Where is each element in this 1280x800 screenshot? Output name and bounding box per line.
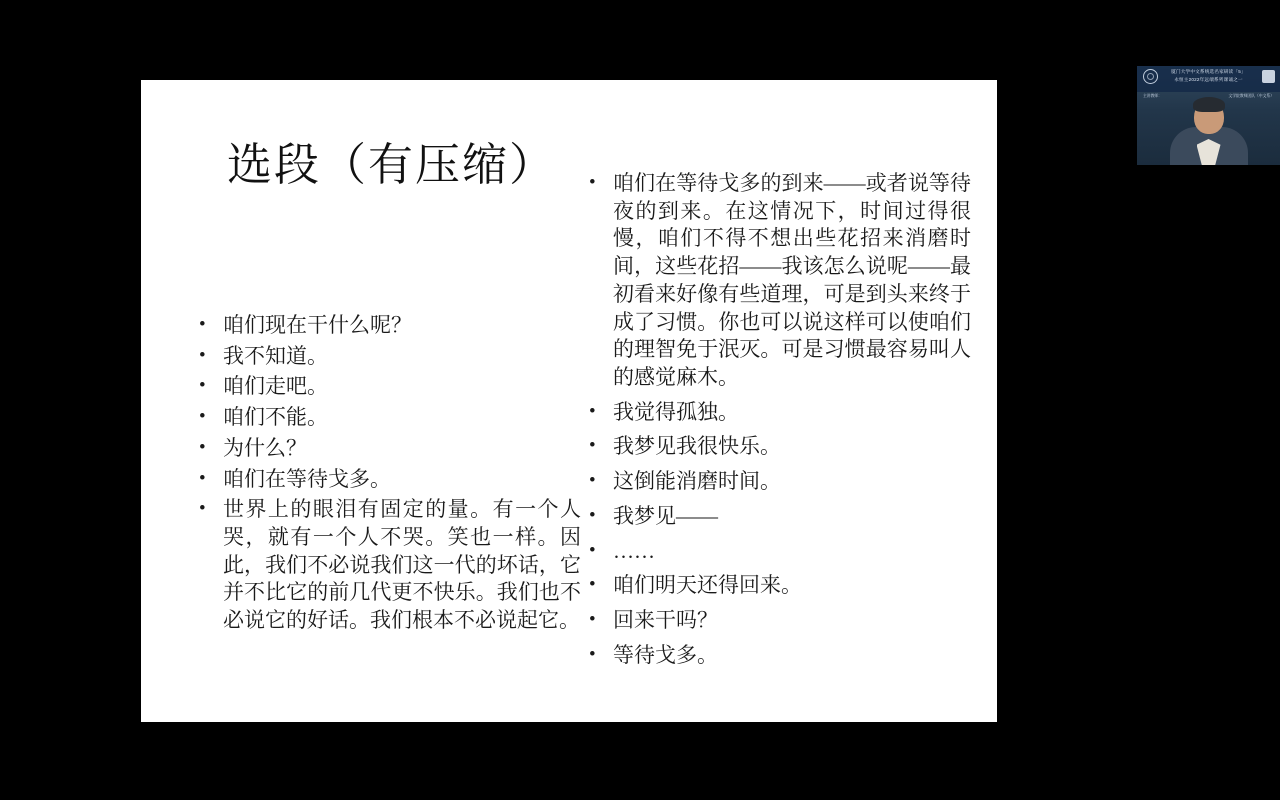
list-item: • 咱们明天还得回来。 xyxy=(571,572,971,600)
slide-left-column xyxy=(181,312,581,638)
video-banner-line-2: 永恒主2022年远端系列课诵之一 xyxy=(1174,76,1243,82)
list-item: • 回来干吗？ xyxy=(571,607,971,635)
video-title-banner xyxy=(1137,66,1280,92)
list-item: • 世界上的眼泪有固定的量。有一个人哭，就有一个人不哭。笑也一样。因此，我们不必说我们这一代的坏话，它并不比它的前几代更不快乐。我们也不必说它的好话。我们根本不必说起它。 xyxy=(181,496,581,635)
video-subtitle-right: 文学院教师团队（中文系） xyxy=(1228,94,1274,98)
list-item: • 我梦见—— xyxy=(571,503,971,531)
list-item: • 等待戈多。 xyxy=(571,642,971,670)
list-item: • 我觉得孤独。 xyxy=(571,399,971,427)
video-subtitle-bar xyxy=(1137,92,1280,103)
list-item: • 咱们不能。 xyxy=(181,404,581,432)
presenter-video-thumbnail[interactable] xyxy=(1137,66,1280,165)
presentation-slide xyxy=(141,80,997,722)
university-seal-icon xyxy=(1143,69,1158,84)
list-item: • 咱们现在干什么呢？ xyxy=(181,312,581,340)
list-item: • 咱们走吧。 xyxy=(181,373,581,401)
video-subtitle-left: 主讲教师： xyxy=(1143,94,1162,98)
slide-title: 选段（有压缩） xyxy=(227,140,557,190)
channel-logo-icon xyxy=(1262,70,1275,83)
list-item: • 我梦见我很快乐。 xyxy=(571,433,971,461)
list-item: • 我不知道。 xyxy=(181,343,581,371)
list-item: • 这倒能消磨时间。 xyxy=(571,468,971,496)
list-item: • 为什么？ xyxy=(181,435,581,463)
video-banner-line-1: 厦门大学中文系统选名家研读「5」 xyxy=(1171,69,1246,74)
list-item: • …… xyxy=(571,538,971,566)
list-item: • 咱们在等待戈多。 xyxy=(181,466,581,494)
right-bullet-list xyxy=(571,170,971,670)
list-item: • 咱们在等待戈多的到来——或者说等待夜的到来。在这情况下，时间过得很慢，咱们不得不想出些花招来消磨时间，这些花招——我该怎么说呢——最初看来好像有些道理，可是到头来终于成了习惯。你也可以说这样可以使咱们的理智免于泯灭。可是习惯最容易叫人的感觉麻木。 xyxy=(571,170,971,392)
slide-right-column xyxy=(571,170,971,677)
left-bullet-list xyxy=(181,312,581,635)
